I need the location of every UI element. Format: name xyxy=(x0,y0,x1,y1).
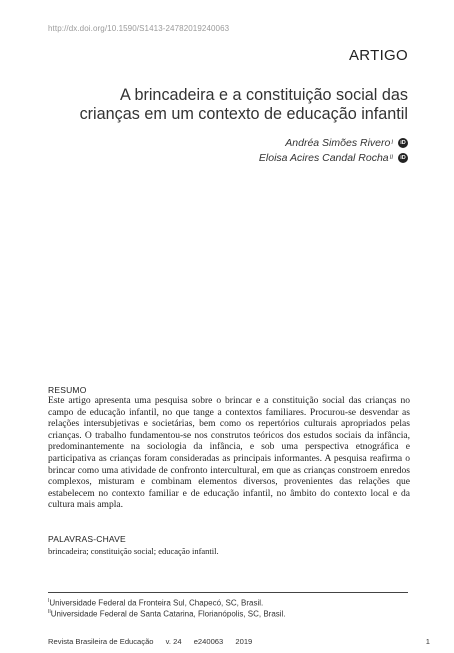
keywords-heading: PALAVRAS-CHAVE xyxy=(48,534,126,544)
year: 2019 xyxy=(235,637,253,646)
doi-link[interactable]: http://dx.doi.org/10.1590/S1413-24782019240063 xyxy=(48,24,230,33)
author-1 xyxy=(285,137,408,149)
affiliation-text: Universidade Federal da Fronteira Sul, Chapecó, SC, Brasil. xyxy=(49,598,264,608)
page-number: 1 xyxy=(425,637,430,646)
keywords-text: brincadeira; constituição social; educação infantil. xyxy=(48,546,219,556)
affiliation-1 xyxy=(48,598,263,608)
article-id: e240063 xyxy=(193,637,224,646)
affiliation-mark: I xyxy=(391,140,393,146)
footnote-divider xyxy=(48,592,408,593)
affiliation-mark: II xyxy=(389,155,393,161)
affiliation-2 xyxy=(48,609,286,619)
abstract-text: Este artigo apresenta uma pesquisa sobre o brincar e a constituição social das crianças no campo de educação infantil, no que tange a contextos familiares. Procurou-se desvendar as relações intersubjetivas e societárias, bem como os repertórios culturais apropriados pelas crianças. O trabalho fundamentou-se nos construtos teóricos dos estudos sociais da infância, predominantemente na sociologia da infância, e sob uma perspectiva etnográfica e participativa as crianças foram consideradas as principais informantes. A pesquisa reafirma o brincar como uma atividade de confronto intercultural, em que as crianças constroem enredos complexos, misturam e combinam elementos diversos, provenientes das relações que estabelecem no contexto familiar e de educação infantil, no âmbito do contexto local e da cultura mais ampla. xyxy=(48,395,410,511)
affiliation-text: Universidade Federal de Santa Catarina, Florianópolis, SC, Brasil. xyxy=(50,609,286,619)
affiliation-mark: II xyxy=(48,609,51,615)
volume: v. 24 xyxy=(165,637,182,646)
affiliation-mark: I xyxy=(48,598,50,604)
journal-name: Revista Brasileira de Educação xyxy=(48,637,154,646)
author-name: Andréa Simões Rivero xyxy=(285,137,391,149)
footer-citation xyxy=(48,637,262,646)
abstract-heading: RESUMO xyxy=(48,385,87,395)
section-label: ARTIGO xyxy=(348,47,408,64)
author-2 xyxy=(259,152,408,164)
orcid-icon[interactable]: iD xyxy=(398,153,408,163)
author-name: Eloisa Acires Candal Rocha xyxy=(258,152,389,164)
article-title: A brincadeira e a constituição social das crianças em um contexto de educação infantil xyxy=(79,86,408,123)
orcid-icon[interactable]: iD xyxy=(398,138,408,148)
